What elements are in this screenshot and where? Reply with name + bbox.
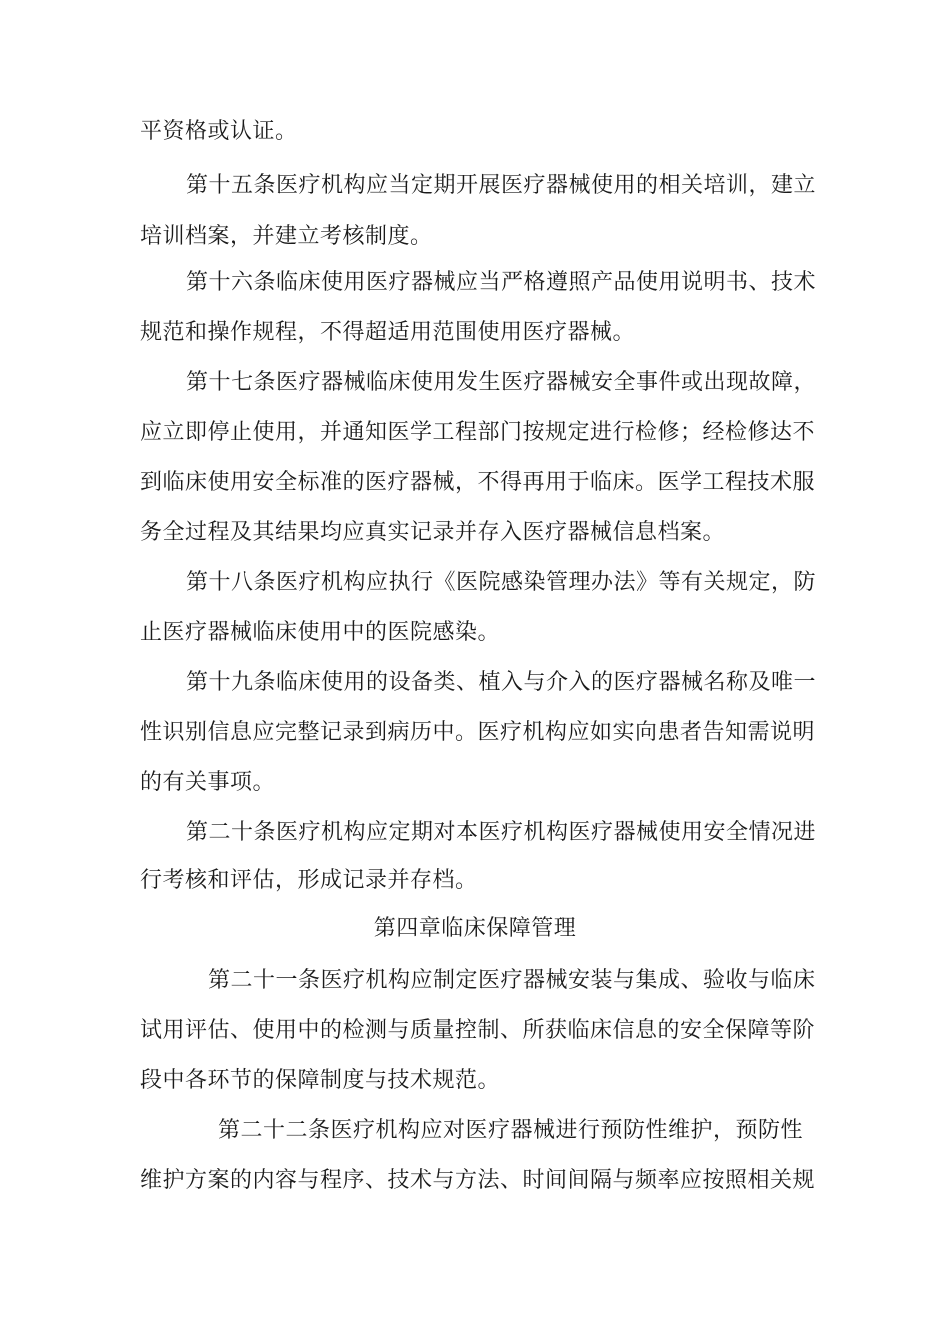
text-line: 平资格或认证。 bbox=[140, 119, 298, 144]
text-line: 第十五条医疗机构应当定期开展医疗器械使用的相关培训，建立 bbox=[186, 173, 817, 198]
text-line: 第十七条医疗器械临床使用发生医疗器械安全事件或出现故障， bbox=[186, 370, 817, 395]
chapter-heading: 第四章临床保障管理 bbox=[373, 916, 577, 941]
text-line: 第十九条临床使用的设备类、植入与介入的医疗器械名称及唯一 bbox=[186, 670, 817, 695]
text-line: 第二十二条医疗机构应对医疗器械进行预防性维护，预防性 bbox=[218, 1118, 804, 1143]
text-line: 止医疗器械临床使用中的医院感染。 bbox=[140, 620, 501, 645]
text-line: 试用评估、使用中的检测与质量控制、所获临床信息的安全保障等阶 bbox=[140, 1018, 816, 1043]
text-line: 应立即停止使用，并通知医学工程部门按规定进行检修；经检修达不 bbox=[140, 420, 816, 445]
text-line: 段中各环节的保障制度与技术规范。 bbox=[140, 1068, 501, 1093]
text-line: 到临床使用安全标准的医疗器械，不得再用于临床。医学工程技术服 bbox=[140, 470, 816, 495]
text-line: 规范和操作规程，不得超适用范围使用医疗器械。 bbox=[140, 320, 636, 345]
text-line: 第十六条临床使用医疗器械应当严格遵照产品使用说明书、技术 bbox=[186, 270, 817, 295]
text-line: 行考核和评估，形成记录并存档。 bbox=[140, 868, 478, 893]
text-line: 务全过程及其结果均应真实记录并存入医疗器械信息档案。 bbox=[140, 520, 726, 545]
text-line: 的有关事项。 bbox=[140, 770, 276, 795]
text-line: 第二十一条医疗机构应制定医疗器械安装与集成、验收与临床 bbox=[208, 968, 816, 993]
text-line: 性识别信息应完整记录到病历中。医疗机构应如实向患者告知需说明 bbox=[140, 720, 816, 745]
text-line: 维护方案的内容与程序、技术与方法、时间间隔与频率应按照相关规 bbox=[140, 1168, 816, 1193]
text-line: 培训档案，并建立考核制度。 bbox=[140, 224, 433, 249]
text-line: 第二十条医疗机构应定期对本医疗机构医疗器械使用安全情况进 bbox=[186, 820, 817, 845]
text-line: 第十八条医疗机构应执行《医院感染管理办法》等有关规定，防 bbox=[186, 570, 817, 595]
